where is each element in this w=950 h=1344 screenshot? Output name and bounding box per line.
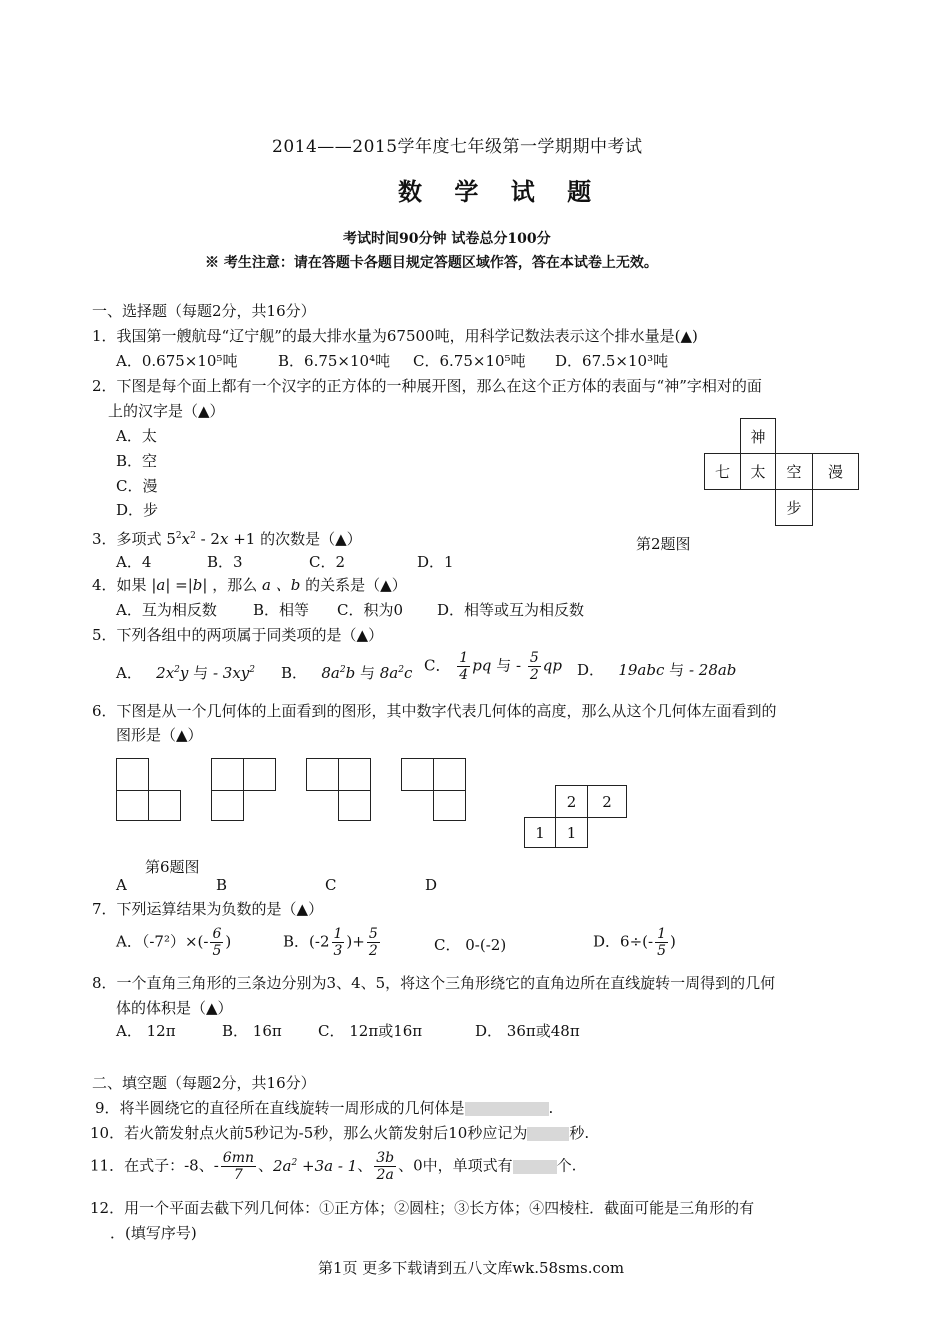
q4-option-d: D．相等或互为相反数	[437, 601, 585, 619]
q7-option-b-label: B．	[283, 932, 310, 951]
q9-answer-blank[interactable]	[465, 1102, 549, 1116]
q8-option-b: B． 16π	[222, 1022, 282, 1040]
q4-option-c: C．积为0	[337, 601, 404, 619]
q1-stem: 1．我国第一艘航母“辽宁舰”的最大排水量为67500吨，用科学记数法表示这个排水量是(▲)	[92, 327, 698, 345]
q8-stem-line2: 体的体积是（▲）	[116, 999, 233, 1017]
q6-label-b: B	[216, 876, 228, 894]
q7-b-frac2: $\frac{5}{2}$	[368, 926, 378, 959]
q4-vars: a 、b	[262, 576, 301, 594]
q1-option-c: C．6.75×10⁵吨	[413, 352, 526, 370]
q11-frac1: $\frac{6mn}{7}$	[222, 1150, 254, 1183]
q10-end: 秒.	[569, 1124, 590, 1142]
q11-stem	[90, 1150, 576, 1183]
q9-stem	[95, 1098, 553, 1118]
q8-option-a: A． 12π	[116, 1022, 176, 1040]
top-view-cell: 1	[555, 817, 588, 848]
grid-cell	[306, 758, 339, 791]
net-face-qi: 七	[704, 453, 741, 490]
q5-option-c-label: C．	[424, 656, 451, 675]
q5-c-frac1: $\frac{1}{4}$	[459, 650, 469, 683]
q3-stem	[92, 526, 362, 549]
grid-cell	[338, 790, 371, 821]
grid-cell	[243, 758, 276, 791]
net-face-shen: 神	[740, 418, 776, 454]
q4-stem-pre: 4．如果	[92, 576, 147, 594]
q10-stem	[90, 1123, 589, 1143]
q5-d-expr: 19abc 与 - 28ab	[608, 661, 737, 679]
subject-title: 数 学 试 题	[398, 177, 604, 206]
q11-end: 个.	[556, 1156, 577, 1175]
grid-cell	[433, 758, 466, 791]
q7-option-c: C． 0-(-2)	[434, 936, 507, 954]
q8-option-d: D． 36π或48π	[475, 1022, 580, 1040]
grid-cell	[116, 758, 149, 791]
q6-label-c: C	[325, 876, 337, 894]
grid-cell	[211, 758, 244, 791]
q11-sep: 、	[357, 1156, 373, 1175]
q3-stem-post: 的次数是（▲）	[260, 530, 362, 548]
section2-heading: 二、填空题（每题2分，共16分）	[92, 1074, 316, 1092]
q1-option-b: B．6.75×10⁴吨	[278, 352, 391, 370]
grid-cell	[338, 758, 371, 791]
net-face-bu: 步	[775, 489, 813, 526]
q11-answer-blank[interactable]	[513, 1160, 557, 1174]
q9-end: .	[548, 1099, 554, 1117]
q6-label-d: D	[425, 876, 438, 894]
q4-stem	[92, 575, 407, 595]
q3-option-d: D．1	[417, 553, 454, 571]
q2-option-b: B．空	[116, 452, 158, 470]
q5-a-expr: $2x^2y$ 与 - $3xy^2$	[146, 664, 255, 682]
exam-info: 考试时间90分钟 试卷总分100分	[343, 231, 551, 247]
q3-stem-pre: 3．多项式	[92, 530, 162, 548]
q11-text-2: 、0中，单项式有	[398, 1156, 513, 1175]
q2-option-c: C．漫	[116, 477, 158, 495]
q4-option-a: A．互为相反数	[116, 601, 217, 619]
q4-stem-mid: ，那么	[212, 576, 258, 594]
q6-label-a: A	[116, 876, 127, 894]
q3-option-a: A．4	[116, 553, 152, 571]
q5-option-a-label: A．	[116, 664, 142, 682]
grid-cell	[401, 758, 434, 791]
q7-stem: 7．下列运算结果为负数的是（▲）	[92, 900, 324, 918]
q7-option-b: B．(-2 $\frac{1}{3}$ )+ $\frac{5}{2}$	[283, 926, 378, 959]
exam-title: 2014——2015学年度七年级第一学期期中考试	[272, 137, 643, 157]
net-face-tai: 太	[740, 453, 776, 490]
page-footer: 第1页 更多下载请到五八文库wk.58sms.com	[318, 1259, 625, 1277]
q3-option-c: C．2	[309, 553, 346, 571]
q1-option-d: D．67.5×10³吨	[555, 352, 669, 370]
q2-stem-line2: 上的汉字是（▲）	[108, 402, 225, 420]
q5-option-a	[116, 660, 255, 683]
q5-c-and: 与	[496, 656, 512, 675]
q10-text: 10．若火箭发射点火前5秒记为-5秒，那么火箭发射后10秒应记为	[90, 1124, 528, 1142]
q7-d-frac: $\frac{1}{5}$	[657, 926, 666, 959]
q12-stem-line2: ．(填写序号)	[110, 1224, 197, 1242]
net-face-kong: 空	[775, 453, 813, 490]
exam-notice: ※ 考生注意：请在答题卡各题目规定答题区域作答，答在本试卷上无效。	[205, 255, 658, 271]
q6-figure-caption: 第6题图	[145, 858, 200, 876]
q2-figure-caption: 第2题图	[636, 535, 691, 553]
q7-option-d-label: D．6÷	[593, 932, 643, 951]
q5-option-c: C． $\frac{1}{4}$ pq 与 - $\frac{5}{2}$ qp	[424, 650, 562, 683]
q4-stem-post: 的关系是（▲）	[305, 576, 407, 594]
q7-option-a-label: A．（-7²）×	[116, 932, 198, 951]
q12-stem-line1: 12．用一个平面去截下列几何体：①正方体；②圆柱；③长方体；④四棱柱．截面可能是三角形的有	[90, 1199, 755, 1217]
q4-option-b: B．相等	[253, 601, 310, 619]
q11-text: 11．在式子：-8、-	[90, 1156, 219, 1175]
q11-frac2: $\frac{3b}{2a}$	[376, 1150, 395, 1183]
q3-polynomial: $5^2x^2 - 2x +1$	[166, 530, 256, 548]
q2-stem-line1: 2．下图是每个面上都有一个汉字的正方体的一种展开图，那么在这个正方体的表面与“神”字相对的面	[92, 377, 762, 395]
q8-stem-line1: 8．一个直角三角形的三条边分别为3、4、5，将这个三角形绕它的直角边所在直线旋转一周得到的几何	[92, 974, 776, 992]
grid-cell	[433, 790, 466, 821]
grid-cell	[148, 790, 181, 821]
q3-option-b: B．3	[207, 553, 243, 571]
q6-stem-line1: 6．下图是从一个几何体的上面看到的图形，其中数字代表几何体的高度，那么从这个几何体左面看到的	[92, 702, 777, 720]
q5-b-expr: $8a^2b$ 与 $8a^2c$	[311, 664, 413, 682]
net-face-man: 漫	[812, 453, 859, 490]
q1-option-a: A．0.675×10⁵吨	[116, 352, 238, 370]
q5-c-frac2: $\frac{5}{2}$	[529, 650, 539, 683]
q5-stem: 5．下列各组中的两项属于同类项的是（▲）	[92, 626, 384, 644]
grid-cell	[211, 790, 244, 821]
top-view-cell: 2	[555, 785, 588, 818]
q4-condition: |a| =|b|	[151, 576, 208, 594]
q11-sep: 、	[257, 1156, 273, 1175]
top-view-cell: 1	[524, 817, 556, 848]
section1-heading: 一、选择题（每题2分，共16分）	[92, 302, 316, 320]
q5-option-b	[281, 660, 412, 683]
q7-option-d: D．6÷(- $\frac{1}{5}$ )	[593, 926, 676, 959]
q7-a-frac: $\frac{6}{5}$	[212, 926, 222, 959]
top-view-cell: 2	[587, 785, 627, 818]
grid-cell	[116, 790, 149, 821]
q8-option-c: C． 12π或16π	[318, 1022, 423, 1040]
q11-poly: $2a^2 +3a - 1$	[273, 1156, 358, 1175]
q5-option-b-label: B．	[281, 664, 308, 682]
q9-text: 9．将半圆绕它的直径所在直线旋转一周形成的几何体是	[95, 1099, 465, 1117]
q6-stem-line2: 图形是（▲）	[116, 726, 203, 744]
q2-option-a: A．太	[116, 427, 157, 445]
q5-option-d	[577, 660, 736, 680]
q7-option-a: A．（-7²）×(- $\frac{6}{5}$ )	[116, 926, 232, 959]
q2-option-d: D．步	[116, 501, 159, 519]
q10-answer-blank[interactable]	[527, 1127, 569, 1141]
q5-option-d-label: D．	[577, 661, 605, 679]
q7-b-frac1: $\frac{1}{3}$	[333, 926, 343, 959]
